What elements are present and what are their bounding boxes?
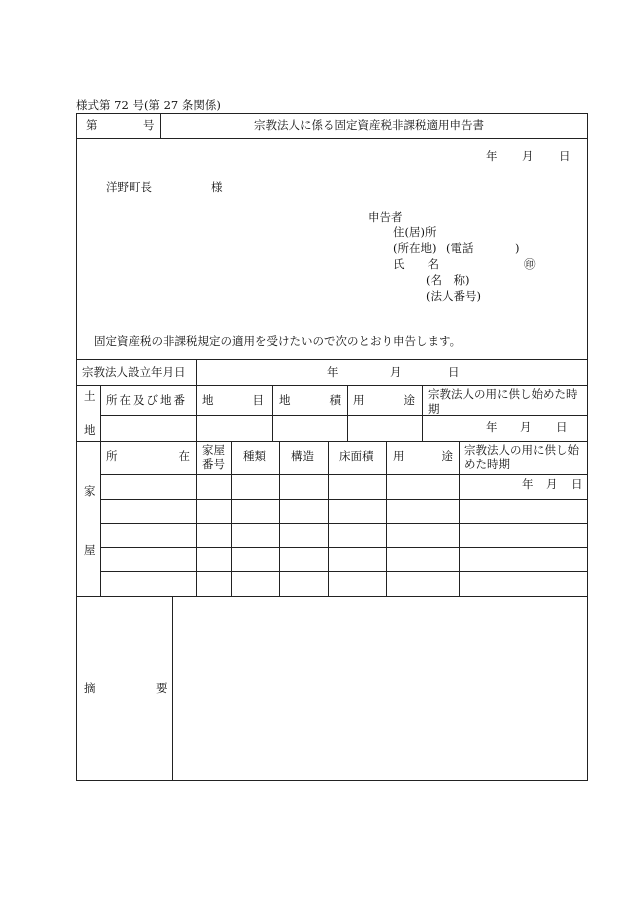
applicant-heading: 申告者 — [368, 210, 403, 224]
divider — [196, 359, 197, 441]
declaration-text: 固定資産税の非課税規定の適用を受けたいので次のとおり申告します。 — [94, 334, 462, 348]
divider — [76, 138, 588, 139]
building-date-day: 日 — [571, 477, 583, 491]
building-floor-area-header: 床面積 — [339, 449, 374, 463]
divider — [76, 359, 588, 360]
building-type-header: 種類 — [243, 449, 266, 463]
land-date-day: 日 — [556, 420, 568, 434]
corp-title-label: (名 称) — [426, 273, 470, 287]
corp-number-label: (法人番号) — [426, 289, 481, 303]
divider — [272, 385, 273, 441]
land-side-label: 土 — [84, 389, 96, 403]
land-date-year: 年 — [486, 420, 498, 434]
addressee-honorific: 様 — [211, 180, 223, 194]
divider — [100, 385, 101, 596]
establishment-month-label: 月 — [390, 365, 402, 379]
building-side-label: 家 — [84, 484, 96, 498]
divider — [347, 385, 348, 441]
number-suffix: 号 — [143, 118, 155, 132]
location-label: (所在地) — [393, 241, 437, 255]
date-day-label: 日 — [559, 149, 571, 163]
establishment-date-label: 宗教法人設立年月日 — [82, 365, 186, 379]
phone-close: ) — [515, 241, 520, 255]
divider — [459, 441, 460, 596]
divider — [100, 547, 588, 548]
land-side-label: 地 — [84, 423, 96, 437]
divider — [76, 596, 588, 597]
establishment-year-label: 年 — [327, 365, 339, 379]
land-date-month: 月 — [520, 420, 532, 434]
divider — [100, 571, 588, 572]
divider — [100, 523, 588, 524]
seal-mark: ㊞ — [524, 257, 536, 271]
date-year-label: 年 — [486, 149, 498, 163]
building-date-year: 年 — [522, 477, 534, 491]
building-location-header: 所 在 — [106, 449, 190, 463]
number-prefix: 第 — [86, 118, 98, 132]
divider — [422, 385, 423, 441]
form-title: 宗教法人に係る固定資産税非課税適用申告書 — [254, 118, 484, 132]
building-number-header: 家屋番号 — [202, 443, 225, 471]
building-date-month: 月 — [546, 477, 558, 491]
land-location-header: 所在及び地番 — [106, 393, 187, 407]
divider — [386, 441, 387, 596]
building-start-header: 宗教法人の用に供し始めた時期 — [464, 443, 579, 471]
divider — [279, 441, 280, 596]
phone-label: (電話 — [446, 241, 474, 255]
establishment-day-label: 日 — [448, 365, 460, 379]
land-use-header: 用 途 — [353, 393, 415, 407]
divider — [100, 474, 588, 475]
divider — [76, 385, 588, 386]
building-structure-header: 構造 — [291, 449, 314, 463]
land-start-header: 宗教法人の用に供し始めた時期 — [428, 387, 578, 416]
name-label: 氏 名 — [393, 257, 439, 271]
divider — [100, 499, 588, 500]
building-use-header: 用 途 — [393, 449, 453, 463]
building-side-label: 屋 — [84, 543, 96, 557]
address-label: 住(居)所 — [393, 225, 437, 239]
land-area-header: 地 積 — [279, 393, 341, 407]
divider — [328, 441, 329, 596]
summary-label: 摘 — [84, 681, 96, 695]
divider — [172, 596, 173, 781]
date-month-label: 月 — [522, 149, 534, 163]
divider — [76, 441, 588, 442]
divider — [196, 441, 197, 596]
form-number: 様式第 72 号(第 27 条関係) — [76, 98, 221, 112]
divider — [231, 441, 232, 596]
land-category-header: 地 目 — [202, 393, 264, 407]
divider — [160, 113, 161, 138]
addressee-name: 洋野町長 — [106, 180, 152, 194]
summary-label: 要 — [156, 681, 168, 695]
